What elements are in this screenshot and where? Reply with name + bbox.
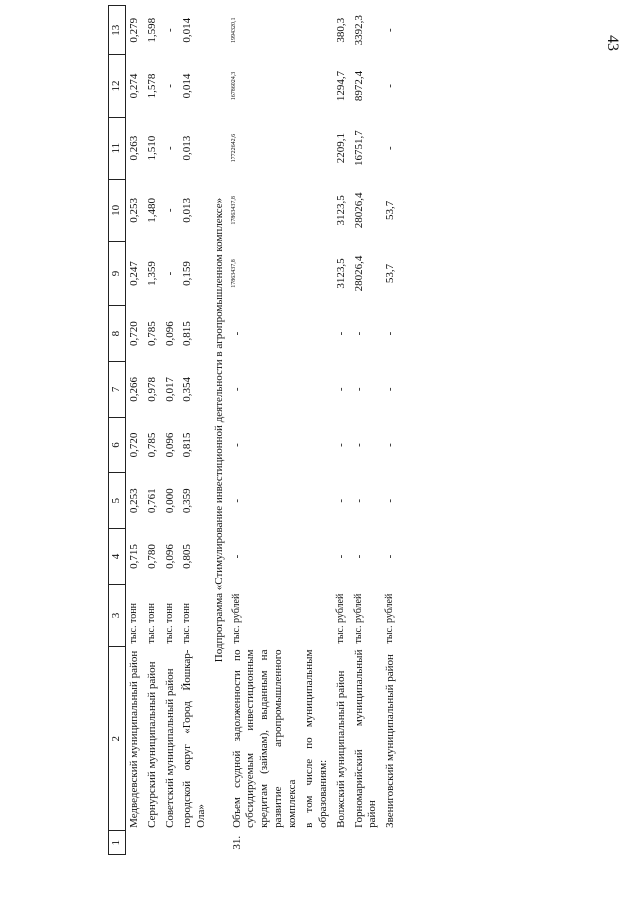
value-cell: 53,7 xyxy=(384,263,396,284)
value-cell: - xyxy=(352,498,365,503)
value-cell: 0,013 xyxy=(181,135,194,161)
value-cell: 1994320,1 xyxy=(230,17,237,43)
subprogram-title: Подпрограмма «Стимулирование инвестиционной деятельности в агропромышленном комплексе» xyxy=(212,197,225,663)
value-cell: 0,720 xyxy=(128,432,140,458)
value-cell: - xyxy=(163,28,176,33)
empty-cell xyxy=(301,831,333,855)
indicator-name: городской округ «Город Йошкар-Ола» xyxy=(181,649,207,828)
value-cell: 3392,3 xyxy=(352,15,365,46)
indicator-name: Волжский муниципальный район xyxy=(334,670,347,828)
value-cell: - xyxy=(230,387,243,392)
value-cell: - xyxy=(163,84,176,88)
value-cell: 17722642,6 xyxy=(230,133,237,163)
table-row xyxy=(333,6,351,855)
value-cell: - xyxy=(163,271,176,276)
page-number: 43 xyxy=(604,35,621,51)
value-cell: 17863437,8 xyxy=(230,196,237,225)
value-cell: 0,805 xyxy=(181,544,194,569)
unit-cell: тыс. рублей xyxy=(230,593,242,644)
row-number xyxy=(162,831,180,855)
empty-cell xyxy=(301,473,333,529)
value-cell: - xyxy=(384,498,396,503)
value-cell: 0,014 xyxy=(181,17,194,43)
row-number xyxy=(179,831,211,855)
empty-cell xyxy=(301,6,333,55)
empty-cell xyxy=(301,306,333,362)
value-cell: - xyxy=(352,554,365,559)
value-cell: 0,014 xyxy=(181,73,194,99)
empty-cell xyxy=(301,117,333,179)
value-cell: 2209,1 xyxy=(334,133,347,164)
value-cell: 1,359 xyxy=(145,261,158,286)
value-cell: - xyxy=(334,443,347,447)
indicator-name: Медведевский муниципальный район xyxy=(128,650,140,828)
table-row xyxy=(382,6,400,855)
value-cell: 8972,4 xyxy=(352,70,365,102)
indicator-name: Объем ссудной задолженности по субсидируемым инвестиционным кредитам (займам), выданным на развитие агропромышленного комплекса xyxy=(230,649,298,828)
value-cell: 3123,5 xyxy=(334,258,347,289)
value-cell: 380,3 xyxy=(334,17,347,43)
table-row xyxy=(162,6,180,855)
header-cell-11: 11 xyxy=(109,117,126,179)
value-cell: - xyxy=(384,331,396,336)
value-cell: - xyxy=(334,554,347,559)
empty-cell xyxy=(301,179,333,241)
header-cell-3: 3 xyxy=(109,584,126,646)
value-cell: - xyxy=(334,331,347,336)
header-cell-12: 12 xyxy=(109,55,126,117)
value-cell: - xyxy=(352,443,365,447)
value-cell: 0,253 xyxy=(128,197,140,223)
value-cell: - xyxy=(334,498,347,503)
value-cell: 17863437,8 xyxy=(230,259,237,288)
header-cell-8: 8 xyxy=(109,306,126,362)
value-cell: 0,354 xyxy=(181,376,194,402)
value-cell: 0,247 xyxy=(128,261,140,286)
value-cell: 16751,7 xyxy=(352,130,365,167)
unit-cell: тыс. рублей xyxy=(352,593,364,644)
value-cell: 0,096 xyxy=(163,321,176,346)
empty-cell xyxy=(301,241,333,305)
indicator-table xyxy=(108,5,400,855)
unit-cell: тыс. рублей xyxy=(384,593,395,644)
row-number xyxy=(144,831,162,855)
value-cell: - xyxy=(230,443,243,447)
value-cell: 0,815 xyxy=(181,321,194,346)
unit-cell: тыс. тонн xyxy=(181,603,193,644)
value-cell: 0,279 xyxy=(128,17,140,43)
in-total-row xyxy=(301,6,333,855)
header-cell-1: 1 xyxy=(109,831,126,855)
value-cell: 0,780 xyxy=(145,544,158,569)
value-cell: - xyxy=(230,331,243,336)
table-row xyxy=(229,6,302,855)
value-cell: 28026,4 xyxy=(352,192,365,229)
value-cell: 0,978 xyxy=(145,376,158,402)
value-cell: 0,013 xyxy=(181,197,194,223)
indicator-name: Горномарийский муниципальный район xyxy=(352,649,379,828)
value-cell: 3123,5 xyxy=(334,195,347,226)
rotated-page-content xyxy=(108,5,628,855)
empty-cell xyxy=(301,361,333,417)
row-number xyxy=(351,831,383,855)
header-cell-5: 5 xyxy=(109,473,126,529)
header-cell-7: 7 xyxy=(109,361,126,417)
value-cell: 16786024,3 xyxy=(230,71,237,101)
value-cell: - xyxy=(384,554,396,559)
value-cell: - xyxy=(163,208,176,213)
row-number xyxy=(382,831,400,855)
row-number xyxy=(333,831,351,855)
header-row xyxy=(109,6,126,855)
value-cell: - xyxy=(352,331,365,336)
value-cell: 0,266 xyxy=(128,376,140,402)
value-cell: - xyxy=(384,443,396,447)
value-cell: - xyxy=(334,387,347,392)
value-cell: 0,253 xyxy=(128,488,140,514)
value-cell: 0,000 xyxy=(163,488,176,514)
unit-cell: тыс. тонн xyxy=(145,603,157,644)
value-cell: 0,274 xyxy=(128,73,140,99)
empty-cell xyxy=(301,584,333,646)
empty-cell xyxy=(301,55,333,117)
value-cell: 1,578 xyxy=(145,73,158,99)
value-cell: 0,096 xyxy=(163,432,176,458)
indicator-name: Сернурский муниципальный район xyxy=(145,661,158,828)
header-cell-4: 4 xyxy=(109,529,126,585)
unit-cell: тыс. рублей xyxy=(334,593,346,644)
value-cell: 0,359 xyxy=(181,488,194,514)
value-cell: 28026,4 xyxy=(352,255,365,292)
table-row xyxy=(351,6,383,855)
subprogram-row xyxy=(211,6,229,855)
empty-cell xyxy=(301,417,333,473)
value-cell: - xyxy=(384,84,396,88)
unit-cell: тыс. тонн xyxy=(128,603,139,644)
in-total-label: в том числе по муниципальным образованиям: xyxy=(303,649,329,828)
value-cell: 0,159 xyxy=(181,261,194,286)
value-cell: 0,096 xyxy=(163,544,176,569)
row-number xyxy=(126,831,144,855)
value-cell: 0,715 xyxy=(128,544,140,569)
value-cell: 0,720 xyxy=(128,321,140,346)
row-number: 31. xyxy=(230,835,243,850)
indicator-name: Советский муниципальный район xyxy=(163,668,176,828)
header-cell-6: 6 xyxy=(109,417,126,473)
value-cell: 0,761 xyxy=(145,488,158,514)
indicator-name: Звениговский муниципальный район xyxy=(384,654,396,828)
value-cell: 1,598 xyxy=(145,17,158,43)
value-cell: 0,785 xyxy=(145,321,158,346)
value-cell: - xyxy=(163,146,176,150)
value-cell: - xyxy=(352,387,365,392)
table-row xyxy=(179,6,211,855)
value-cell: 1,510 xyxy=(145,135,158,161)
value-cell: - xyxy=(230,498,243,503)
value-cell: - xyxy=(384,28,396,33)
value-cell: - xyxy=(384,387,396,392)
header-cell-2: 2 xyxy=(109,647,126,831)
header-cell-10: 10 xyxy=(109,179,126,241)
empty-cell xyxy=(301,529,333,585)
table-row xyxy=(126,6,144,855)
unit-cell: тыс. тонн xyxy=(163,603,175,644)
value-cell: 1,480 xyxy=(145,197,158,223)
header-cell-13: 13 xyxy=(109,6,126,55)
value-cell: - xyxy=(230,554,243,559)
value-cell: 0,263 xyxy=(128,135,140,161)
header-cell-9: 9 xyxy=(109,241,126,305)
value-cell: 0,017 xyxy=(163,376,176,402)
value-cell: 0,815 xyxy=(181,432,194,458)
value-cell: - xyxy=(384,146,396,150)
table-row xyxy=(144,6,162,855)
value-cell: 0,785 xyxy=(145,432,158,458)
value-cell: 1294,7 xyxy=(334,70,347,102)
value-cell: 53,7 xyxy=(384,200,396,220)
